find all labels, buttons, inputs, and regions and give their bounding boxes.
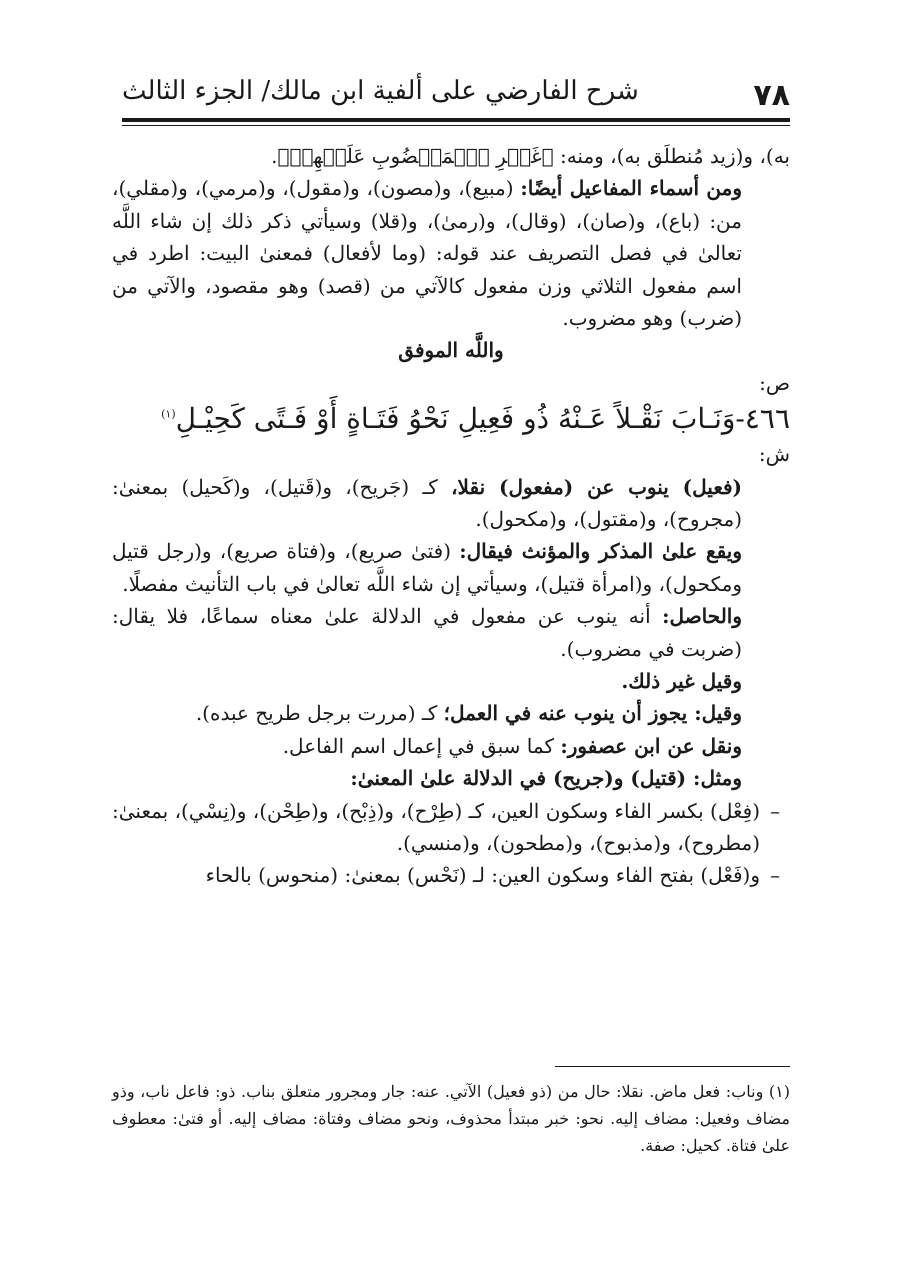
sad-label: ص: xyxy=(759,370,790,395)
verse-text: ٤٦٦-وَنَـابَ نَقْـلاً عَـنْهُ ذُو فَعِيلِ نَحْوُ فَتَـاةٍ أَوْ فَـتًى كَحِيْـلِ xyxy=(175,402,790,436)
paragraph-7 xyxy=(112,697,790,729)
closing-phrase: واللَّه الموفق xyxy=(398,338,504,363)
paragraph-5-lead: والحاصل: xyxy=(662,604,742,629)
dash-bullet: – xyxy=(770,863,780,888)
paragraph-2 xyxy=(112,172,790,334)
dash-item-1 xyxy=(112,795,790,860)
paragraph-9: ومثل: (قتيل) و(جريح) في الدلالة علىٰ المعنىٰ: xyxy=(350,766,742,791)
header-rule-thin xyxy=(122,125,790,126)
verse-line xyxy=(112,399,790,438)
page-header xyxy=(122,72,790,112)
page-number: ٧٨ xyxy=(753,78,790,113)
running-title: شرح الفارضي على ألفية ابن مالك/ الجزء الثالث xyxy=(122,76,639,106)
paragraph-1: به)، و(زيد مُنطلَق به)، ومنه: ﴿غَيۡرِ ٱلۡمَغۡضُوبِ عَلَيۡهِمۡ﴾. xyxy=(271,144,790,168)
paragraph-5 xyxy=(112,600,790,665)
dash-item-2-text: و(فَعْل) بفتح الفاء وسكون العين: لـ (نَحْس) بمعنىٰ: (منحوس) بالحاء xyxy=(205,863,760,888)
paragraph-6: وقيل غير ذلك. xyxy=(621,669,742,694)
footnote-ref: (١) xyxy=(161,407,176,421)
dash-item-1-text: (فِعْل) بكسر الفاء وسكون العين، كـ (طِرْح)، و(ذِبْح)، و(طِحْن)، و(نِسْي)، بمعنىٰ: (مطروح)، و(مذبوح)، و(مطحون)، و(منسي). xyxy=(112,798,760,855)
paragraph-4-text: (فتىٰ صريع)، و(فتاة صريع)، و(رجل قتيل ومكحول)، و(امرأة قتيل)، وسيأتي إن شاء اللَّه تعالىٰ في باب التأنيث مفصلًا. xyxy=(112,539,742,596)
paragraph-8-text: كما سبق في إعمال اسم الفاعل. xyxy=(282,733,561,758)
paragraph-5-text: أنه ينوب عن مفعول في الدلالة علىٰ معناه سماعًا، فلا يقال: (ضربت في مضروب). xyxy=(112,604,742,661)
dash-bullet: – xyxy=(770,798,780,823)
paragraph-3-text: كـ (جَريح)، و(قَتيل)، و(كَحيل) بمعنىٰ: (مجروح)، و(مقتول)، و(مكحول). xyxy=(112,474,742,532)
paragraph-7-lead: وقيل: يجوز أن ينوب عنه في العمل؛ xyxy=(443,701,742,726)
paragraph-7-text: كـ (مررت برجل طريح عبده). xyxy=(195,701,444,726)
dash-item-2 xyxy=(112,859,790,891)
paragraph-8-lead: ونقل عن ابن عصفور: xyxy=(560,733,742,758)
paragraph-2-lead: ومن أسماء المفاعيل أيضًا: xyxy=(520,176,743,201)
sharh-label: ش: xyxy=(758,442,790,467)
paragraph-3 xyxy=(112,471,790,536)
paragraph-8 xyxy=(112,730,790,762)
footnote-rule xyxy=(555,1066,790,1067)
page-body xyxy=(112,140,790,892)
paragraph-3-lead: (فعيل) ينوب عن (مفعول) نقلا، xyxy=(451,474,742,499)
paragraph-4-lead: ويقع علىٰ المذكر والمؤنث فيقال: xyxy=(459,539,742,564)
paragraph-2-text: (مبيع)، و(مصون)، و(مقول)، و(مرمي)، و(مقلي)، من: (باع)، و(صان)، (وقال)، و(رمىٰ)، و(قلا) وسيأتي ذكر ذلك إن شاء اللَّه تعالىٰ في فصل التصريف عند قوله: (وما لأفعال) فمعنىٰ البيت: اطرد في اسم مفعول الثلاثي وزن مفعول كالآتي من (قصد) وهو مقصود، والآتي من (ضرب) وهو مضروب. xyxy=(112,176,742,330)
header-rule-thick xyxy=(122,118,790,122)
paragraph-4 xyxy=(112,535,790,600)
footnote: (١) وناب: فعل ماض. نقلا: حال من (ذو فعيل) الآتي. عنه: جار ومجرور متعلق بناب. ذو: فاعل ناب، وذو مضاف وفعيل: مضاف إليه. نحو: خبر مبتدأ محذوف، ونحو مضاف وفتاة: مضاف إليه. أو فتىٰ: معطوف علىٰ فتاة. كحيل: صفة. xyxy=(112,1082,790,1156)
